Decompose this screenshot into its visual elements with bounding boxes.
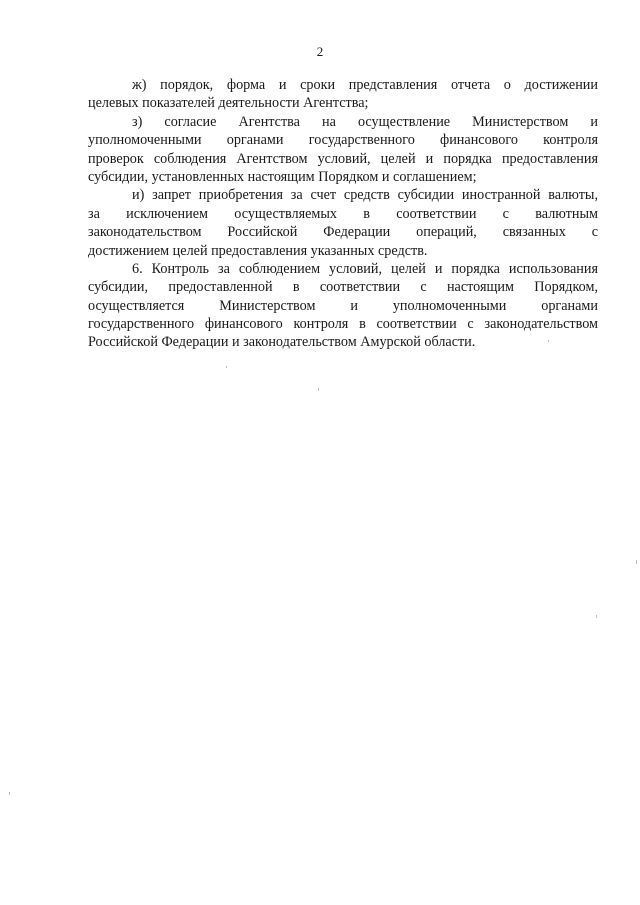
text-line: за исключением осуществляемых в соответствии с валютным [88, 205, 598, 222]
text-line: проверок соблюдения Агентством условий, целей и порядка предоставления [88, 150, 598, 167]
scan-speck [548, 340, 549, 342]
text-line: Российской Федерации и законодательством Амурской области. [88, 334, 476, 351]
text-line: и) запрет приобретения за счет средств субсидии иностранной валюты, [132, 187, 598, 204]
text-line: 6. Контроль за соблюдением условий, целей и порядка использования [132, 260, 598, 277]
text-line: уполномоченными органами государственного финансового контроля [88, 132, 598, 149]
paragraph-z [88, 113, 598, 187]
text-line: законодательством Российской Федерации операций, связанных с [88, 224, 598, 241]
scan-speck [636, 560, 637, 564]
scan-speck [226, 366, 227, 368]
scan-speck [596, 615, 597, 618]
text-line: достижением целей предоставления указанных средств. [88, 242, 428, 259]
text-line: субсидии, установленных настоящим Порядком и соглашением; [88, 168, 477, 185]
text-line: государственного финансового контроля в соответствии с законодательством [88, 316, 598, 333]
document-body [88, 76, 598, 352]
paragraph-zh [88, 76, 598, 113]
paragraph-i [88, 186, 598, 260]
text-line: з) согласие Агентства на осуществление Министерством и [132, 113, 598, 130]
text-line: субсидии, предоставленной в соответствии с настоящим Порядком, [88, 279, 598, 296]
page-number: 2 [316, 44, 324, 59]
text-line: целевых показателей деятельности Агентства; [88, 95, 369, 112]
scan-speck [318, 388, 319, 391]
paragraph-6 [88, 260, 598, 352]
text-line: ж) порядок, форма и сроки представления отчета о достижении [132, 77, 598, 93]
scan-speck [9, 792, 10, 795]
text-line: осуществляется Министерством и уполномоченными органами [88, 297, 598, 314]
